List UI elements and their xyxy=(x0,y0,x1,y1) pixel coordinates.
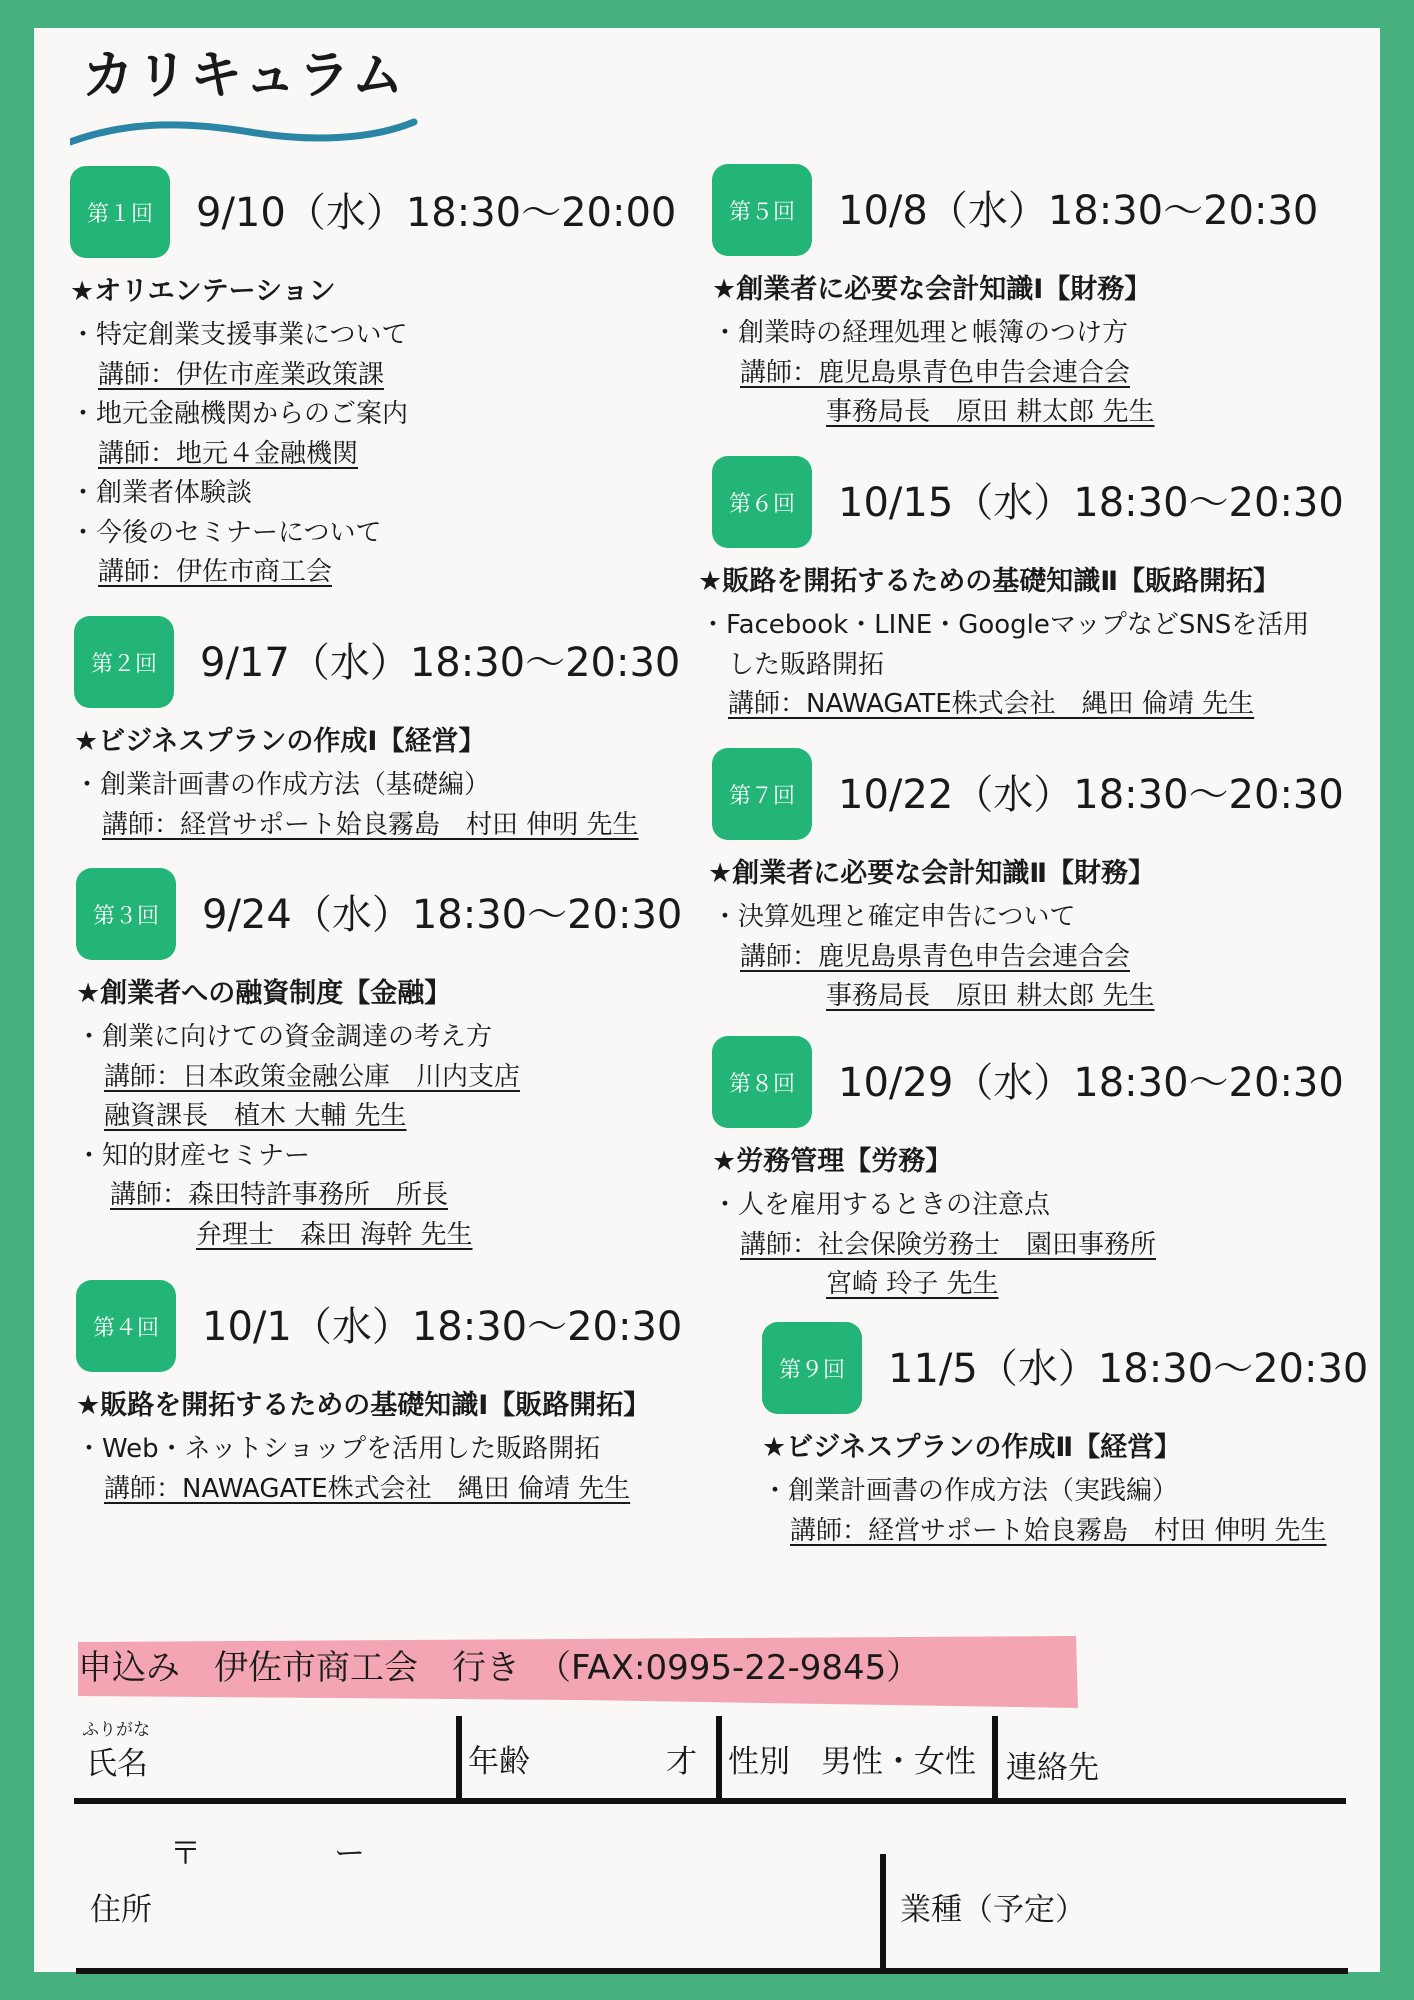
lecturer-line: 宮崎 玲子 先生 xyxy=(826,1269,999,1299)
session-items xyxy=(700,606,1309,725)
session-items xyxy=(762,1472,1327,1551)
session-items xyxy=(712,898,1155,1017)
form-divider xyxy=(456,1716,462,1802)
session-title: ★創業者に必要な会計知識Ⅱ【財務】 xyxy=(708,858,1155,889)
form-rule xyxy=(76,1968,1348,1974)
contact-label: 連絡先 xyxy=(1006,1750,1099,1786)
session-title: ★ビジネスプランの作成Ⅰ【経営】 xyxy=(74,726,486,757)
session-items xyxy=(76,1018,520,1255)
session-datetime: 9/10（水）18:30～20:00 xyxy=(196,190,677,236)
lecturer-line: 講師：伊佐市商工会 xyxy=(98,557,333,587)
postal-mark: 〒 xyxy=(170,1836,201,1872)
age-unit-label: 才 xyxy=(666,1744,697,1780)
session-title: ★オリエンテーション xyxy=(70,276,336,307)
session-datetime: 10/15（水）18:30～20:30 xyxy=(838,480,1344,526)
session-item: ・創業者体験談 xyxy=(70,478,253,508)
address-label: 住所 xyxy=(90,1892,152,1928)
session-badge: 第４回 xyxy=(76,1280,176,1372)
lecturer-line: 弁理士 森田 海幹 先生 xyxy=(196,1219,473,1250)
session-badge: 第６回 xyxy=(712,456,812,548)
form-divider xyxy=(992,1716,998,1802)
industry-label: 業種（予定） xyxy=(900,1892,1086,1928)
furigana-label: ふりがな xyxy=(82,1720,150,1740)
session-title: ★労務管理【労務】 xyxy=(712,1146,953,1177)
session-datetime: 10/1（水）18:30～20:30 xyxy=(202,1304,683,1350)
session-datetime: 10/22（水）18:30～20:30 xyxy=(838,772,1344,818)
session-badge: 第７回 xyxy=(712,748,812,840)
form-rule xyxy=(74,1798,1346,1804)
form-divider xyxy=(880,1854,886,1974)
session-title: ★ビジネスプランの作成Ⅱ【経営】 xyxy=(762,1432,1182,1463)
session-item: ・Web・ネットショップを活用した販路開拓 xyxy=(76,1434,601,1464)
session-title: ★販路を開拓するための基礎知識Ⅰ【販路開拓】 xyxy=(76,1390,651,1421)
session-item: した販路開拓 xyxy=(728,649,885,680)
session-items xyxy=(70,316,408,593)
session-datetime: 9/17（水）18:30～20:30 xyxy=(200,640,681,686)
application-header: 申込み 伊佐市商工会 行き （FAX:0995-22-9845） xyxy=(78,1648,921,1688)
session-title: ★創業者に必要な会計知識Ⅰ【財務】 xyxy=(712,274,1152,305)
session-datetime: 10/29（水）18:30～20:30 xyxy=(838,1060,1344,1106)
session-item: ・今後のセミナーについて xyxy=(70,517,382,548)
lecturer-line: 講師：経営サポート姶良霧島 村田 伸明 先生 xyxy=(790,1515,1327,1546)
lecturer-line: 融資課長 植木 大輔 先生 xyxy=(104,1101,407,1131)
postal-dash: ー xyxy=(334,1836,365,1872)
curriculum-sheet xyxy=(34,28,1380,1972)
form-divider xyxy=(716,1716,722,1802)
session-title: ★創業者への融資制度【金融】 xyxy=(76,978,452,1009)
session-item: ・創業に向けての資金調達の考え方 xyxy=(76,1022,493,1052)
session-datetime: 11/5（水）18:30～20:30 xyxy=(888,1346,1369,1392)
page-title: カリキュラム xyxy=(82,46,406,106)
session-item: ・創業計画書の作成方法（基礎編） xyxy=(74,770,491,800)
session-items xyxy=(76,1430,630,1509)
session-badge: 第５回 xyxy=(712,164,812,256)
lecturer-line: 事務局長 原田 耕太郎 先生 xyxy=(826,397,1155,427)
session-items xyxy=(74,766,639,845)
session-title: ★販路を開拓するための基礎知識Ⅱ【販路開拓】 xyxy=(698,566,1280,597)
session-badge: 第８回 xyxy=(712,1036,812,1128)
session-item: ・Facebook・LINE・GoogleマップなどSNSを活用 xyxy=(700,610,1310,640)
session-item: ・人を雇用するときの注意点 xyxy=(712,1190,1051,1220)
lecturer-line: 事務局長 原田 耕太郎 先生 xyxy=(826,981,1155,1011)
lecturer-line: 講師：NAWAGATE株式会社 縄田 倫靖 先生 xyxy=(728,689,1255,719)
lecturer-line: 講師：地元４金融機関 xyxy=(98,438,359,469)
lecturer-line: 講師：経営サポート姶良霧島 村田 伸明 先生 xyxy=(102,809,639,840)
session-item: ・創業時の経理処理と帳簿のつけ方 xyxy=(712,318,1129,348)
session-badge: 第１回 xyxy=(70,166,170,258)
session-items xyxy=(712,1186,1156,1305)
lecturer-line: 講師：伊佐市産業政策課 xyxy=(98,359,385,390)
lecturer-line: 講師：日本政策金融公庫 川内支店 xyxy=(104,1061,521,1092)
session-item: ・地元金融機関からのご案内 xyxy=(70,399,409,429)
age-label: 年齢 xyxy=(468,1744,530,1780)
lecturer-line: 講師：鹿児島県青色申告会連合会 xyxy=(740,357,1131,388)
lecturer-line: 講師：NAWAGATE株式会社 縄田 倫靖 先生 xyxy=(104,1473,631,1504)
title-wave-decoration xyxy=(70,116,420,150)
session-datetime: 10/8（水）18:30～20:30 xyxy=(838,188,1319,234)
session-item: ・知的財産セミナー xyxy=(76,1140,311,1171)
session-item: ・特定創業支援事業について xyxy=(70,320,408,350)
name-label: 氏名 xyxy=(86,1746,148,1782)
session-items xyxy=(712,314,1155,433)
session-badge: 第３回 xyxy=(76,868,176,960)
lecturer-line: 講師：森田特許事務所 所長 xyxy=(110,1180,449,1210)
session-badge: 第９回 xyxy=(762,1322,862,1414)
lecturer-line: 講師：社会保険労務士 園田事務所 xyxy=(740,1229,1157,1260)
session-item: ・決算処理と確定申告について xyxy=(712,902,1076,932)
session-badge: 第２回 xyxy=(74,616,174,708)
session-item: ・創業計画書の作成方法（実践編） xyxy=(762,1476,1179,1506)
session-datetime: 9/24（水）18:30～20:30 xyxy=(202,892,683,938)
gender-label: 性別 男性・女性 xyxy=(728,1744,976,1780)
lecturer-line: 講師：鹿児島県青色申告会連合会 xyxy=(740,941,1131,972)
